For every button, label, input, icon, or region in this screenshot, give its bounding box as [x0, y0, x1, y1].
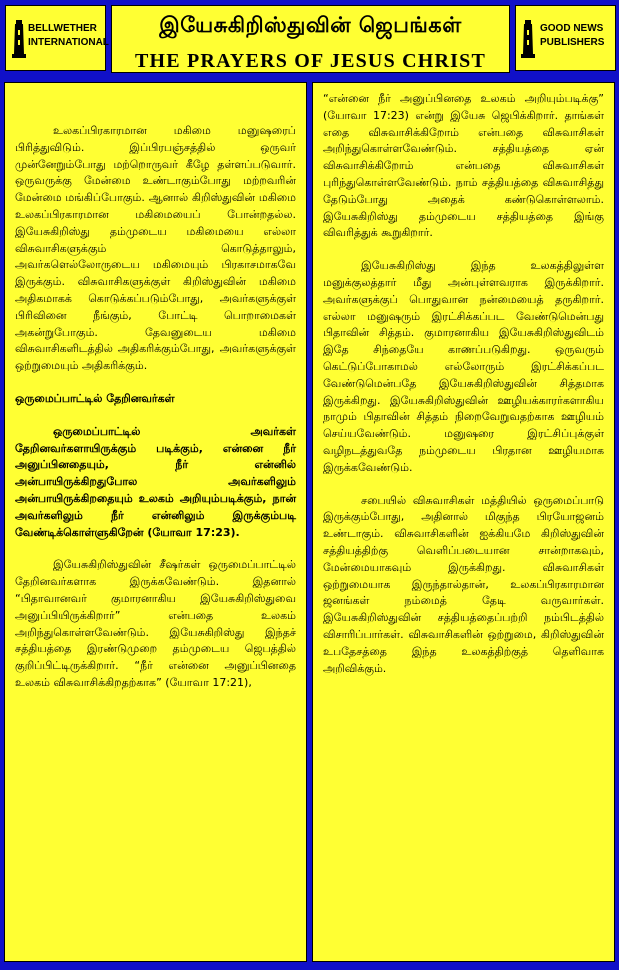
- right-paragraph-3: சபையில் விசுவாசிகள் மத்தியில் ஒருமைப்பாடு இருக்கும்போது, அதினால் மிகுந்த பிரயோஜனம் உண்டாகும். விசுவாசிகளின் ஐக்கியமே கிறிஸ்துவின் சத்தியத்திற்கு வெளிப்படையான சான்றாகவும், மேன்மையாகவும் இருக்கிறது. விசுவாசிகள் ஒற்றுமையாக இருந்தால்தான், உலகப்பிரகாரமான ஜனங்கள் நம்மைத் தேடி வருவார்கள். இயேசுகிறிஸ்துவின் சத்தியத்தைப்பற்றி நம்பிடத்தில் விசாரிப்பார்கள். விசுவாசிகளின் ஒற்றுமை, கிறிஸ்துவின் உபதேசத்தை இந்த உலகத்திற்குத் தெளிவாக அறிவிக்கும்.: [323, 493, 604, 675]
- logo-left-text: [28, 22, 109, 50]
- right-paragraph-1: “என்னை நீர் அனுப்பினதை உலகம் அறியும்படிக்கு” (யோவா 17:23) என்று இயேசு ஜெபிக்கிறார். தாங்கள் எதை விசுவாசிக்கிறோம் என்பதை விசுவாசிகள் அறிந்துகொள்ளவேண்டும். சத்தியத்தை ஏன் விசுவாசிக்கிறோம் என்பதை விசுவாசிகள் புரிந்துகொள்ளவேண்டும். நாம் சத்தியத்தை விசுவாசித்து தேடும்போது அதைக் கண்டுகொள்ளலாம். இயேசுகிறிஸ்து தம்முடைய சத்தியத்தை இங்கு விவரித்துக் கூறுகிறார்.: [323, 92, 604, 240]
- page-title-tamil: இயேசுகிறிஸ்துவின் ஜெபங்கள்: [159, 13, 462, 37]
- logo-right-line2: PUBLISHERS: [540, 37, 605, 48]
- right-column: [312, 82, 615, 962]
- page-title-english: THE PRAYERS OF JESUS CHRIST: [134, 50, 486, 72]
- scripture-quote: ஒருமைப்பாட்டில் அவர்கள் தேறினவர்களாயிருக்கும் படிக்கும், என்னை நீர் அனுப்பினதையும், நீர் என்னில் அன்பாயிருக்கிறதுபோல அவர்களிலும் அன்பாயிருக்கிறதையும் உலகம் அறியும்படிக்கும், நான் அவர்களிலும் நீர் என்னிலும் இருக்கும்படி வேண்டிக்கொள்ளுகிறேன் (யோவா 17:23).: [15, 424, 296, 539]
- title-box: [111, 5, 510, 73]
- page-header: [0, 0, 619, 79]
- logo-right-text: [540, 22, 604, 50]
- publisher-logo-left: [5, 5, 109, 71]
- tower-icon: [520, 18, 536, 58]
- logo-left-line2: INTERNATIONAL: [28, 37, 109, 48]
- logo-left-line1: BELLWETHER: [28, 23, 97, 34]
- right-paragraph-2: இயேசுகிறிஸ்து இந்த உலகத்திலுள்ள மனுக்குலத்தார் மீது அன்புள்ளவராக இருக்கிறார். அவர்களுக்குப் பொதுவான நன்மையைத் தருகிறார். எல்லா மனுஷரும் இரட்சிக்கப்பட வேண்டுமென்பது பிதாவின் சித்தம். குமாரனாகிய இயேசுகிறிஸ்துவிடம் இதே சிந்தையே காணப்படுகிறது. ஒருவரும் கெட்டுப்போகாமல் எல்லோரும் இரட்சிக்கப்பட வேண்டுமென்பதே இயேசுகிறிஸ்துவின் சித்தமாக இருக்கிறது. இயேசுகிறிஸ்துவின் ஊழியக்காரர்களாகிய நாமும் பிதாவின் சித்தம் நிறைவேறுவதற்காக ஊழியம் செய்யவேண்டும். மனுஷரை இரட்சிப்புக்குள் வழிநடத்துவதே நம்முடைய பிரதான ஊழியமாக இருக்கவேண்டும்.: [323, 259, 604, 474]
- publisher-logo-right: [515, 5, 616, 71]
- section-heading: ஒருமைப்பாட்டில் தேறினவர்கள்: [15, 391, 175, 405]
- logo-right-line1: GOOD NEWS: [540, 23, 604, 34]
- tower-icon: [12, 18, 26, 58]
- left-paragraph-2: இயேசுகிறிஸ்துவின் சீஷர்கள் ஒருமைப்பாட்டில் தேறினவர்களாக இருக்கவேண்டும். இதனால் “பிதாவானவர் குமாரனாகிய இயேசுகிறிஸ்துவை அனுப்பியிருக்கிறார்” என்பதை உலகம் அறிந்துகொள்ளவேண்டும். இயேசுகிறிஸ்து இந்தச் சத்தியத்தை இரண்டுமுறை தம்முடைய ஜெபத்தில் குறிப்பிட்டிருக்கிறார். “நீர் என்னை அனுப்பினதை உலகம் விசுவாசிக்கிறதற்காக” (யோவா 17:21),: [15, 558, 296, 689]
- left-column: [4, 82, 307, 962]
- left-paragraph-1: உலகப்பிரகாரமான மகிமை மனுஷரைப் பிரித்துவிடும். இப்பிரபஞ்சத்தில் ஒருவர் முன்னேறும்போது மற்றொருவர் கீழே தள்ளப்படுவார். ஒருவருக்கு மேன்மை உண்டாகும்போது மற்றவரின் மேன்மை மங்கிப்போகும். ஆனால் கிறிஸ்துவின் மகிமை உலகப்பிரகாரமான மகிமையைப் போன்றதல்ல. இயேசுகிறிஸ்து தம்முடைய மகிமையை எல்லா விசுவாசிகளுக்கும் கொடுத்தாலும், அவர்களெல்லோருடைய மகிமையும் பிரகாசமாகவே இருக்கும். விசுவாசிகளுக்குள் கிறிஸ்துவின் மகிமை அதிகமாகக் கொடுக்கப்படும்போது, அவர்களுக்குள் பிரிவினை நீங்கும், போட்டி பொறாமைகள் அகன்றுபோகும். தேவனுடைய மகிமை விசுவாசிகளிடத்தில் அதிகரிக்கும்போது, அவர்களுக்குள் ஒற்றுமையும் அதிகரிக்கும்.: [15, 124, 296, 373]
